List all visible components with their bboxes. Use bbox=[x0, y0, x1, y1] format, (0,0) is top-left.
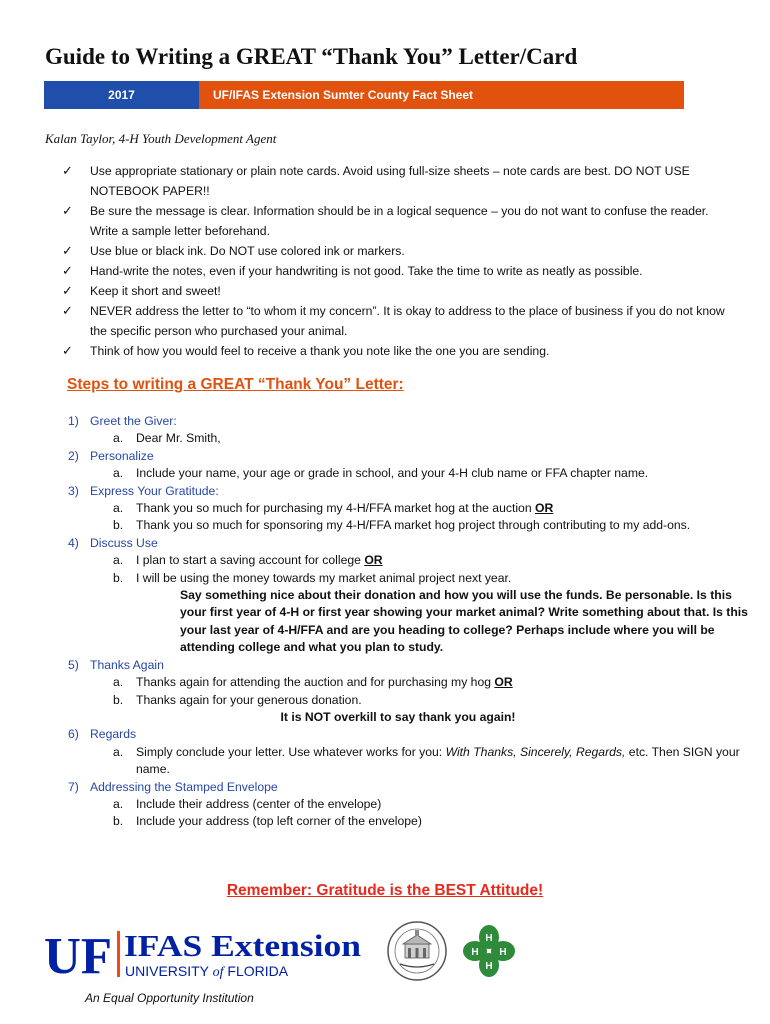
step-heading: 4) Discuss Use bbox=[68, 535, 158, 550]
author-line: Kalan Taylor, 4-H Youth Development Agent bbox=[45, 131, 277, 146]
list-item: ✓ Think of how you would feel to receive a thank you note like the one you are sending. bbox=[62, 341, 732, 361]
equal-opportunity-statement: An Equal Opportunity Institution bbox=[85, 991, 254, 1005]
list-item: ✓ Be sure the message is clear. Information should be in a logical sequence – you do not want to confuse the reader. Write a sample letter beforehand. bbox=[62, 203, 709, 238]
checkmark-icon: ✓ bbox=[62, 163, 73, 178]
checkmark-icon: ✓ bbox=[62, 303, 73, 318]
step-item: b. Thanks again for your generous donation. bbox=[113, 692, 362, 707]
step-item: a. Include your name, your age or grade in school, and your 4-H club name or FFA chapter name. bbox=[113, 466, 649, 481]
step-heading: 6) Regards bbox=[68, 727, 137, 742]
step-heading: 3) Express Your Gratitude: bbox=[68, 483, 219, 498]
list-item: ✓ Keep it short and sweet! bbox=[62, 281, 732, 301]
step-gratitude bbox=[68, 483, 748, 535]
logo-university-text: UNIVERSITY of FLORIDA bbox=[125, 963, 289, 980]
step-regards bbox=[68, 726, 748, 778]
step-item: a. Include their address (center of the envelope) bbox=[113, 796, 382, 811]
step-heading: 7) Addressing the Stamped Envelope bbox=[68, 779, 278, 794]
list-item: ✓ NEVER address the letter to “to whom it my concern”. It is okay to address to the place of business if you do not know the specific person who purchased your animal. bbox=[62, 303, 725, 338]
tips-list bbox=[62, 161, 732, 361]
banner-sheet-title: UF/IFAS Extension Sumter County Fact Sheet bbox=[199, 81, 684, 109]
svg-text:H: H bbox=[471, 947, 479, 958]
logo-ifas-text: IFAS Extension bbox=[124, 928, 361, 963]
four-h-clover-icon bbox=[458, 920, 520, 982]
checkmark-icon: ✓ bbox=[62, 243, 73, 258]
checkmark-icon: ✓ bbox=[62, 343, 73, 358]
step-item: b. Include your address (top left corner of the envelope) bbox=[113, 814, 422, 829]
step-item: a. Thank you so much for purchasing my 4-H/FFA market hog at the auction OR bbox=[113, 501, 554, 516]
fact-sheet-banner bbox=[44, 81, 684, 109]
steps-heading: Steps to writing a GREAT “Thank You” Letter: bbox=[67, 376, 404, 393]
checkmark-icon: ✓ bbox=[62, 203, 73, 218]
step-heading: 5) Thanks Again bbox=[68, 657, 164, 672]
checkmark-icon: ✓ bbox=[62, 263, 73, 278]
logo-uf-text: UF bbox=[44, 928, 112, 983]
county-seal-icon bbox=[386, 920, 448, 982]
step-envelope bbox=[68, 779, 748, 831]
banner-year: 2017 bbox=[44, 81, 199, 109]
page-title: Guide to Writing a GREAT “Thank You” Letter/Card bbox=[45, 44, 578, 69]
step-thanks-again bbox=[68, 657, 748, 727]
step-item: a. I plan to start a saving account for college OR bbox=[113, 553, 383, 568]
svg-text:H: H bbox=[485, 933, 493, 944]
step-item: a. Simply conclude your letter. Use whatever works for you: With Thanks, Sincerely, Regards, etc. Then SIGN your name. bbox=[113, 744, 740, 777]
step-item: b. Thank you so much for sponsoring my 4-H/FFA market hog project through contributing to my add-ons. bbox=[113, 518, 691, 533]
svg-text:H: H bbox=[499, 947, 507, 958]
step-item: a. Thanks again for attending the auction and for purchasing my hog OR bbox=[113, 675, 513, 690]
remember-tagline: Remember: Gratitude is the BEST Attitude! bbox=[226, 882, 544, 899]
step-note: It is NOT overkill to say thank you again! bbox=[280, 709, 516, 724]
uf-ifas-extension-logo bbox=[44, 925, 369, 983]
list-item: ✓ Use appropriate stationary or plain note cards. Avoid using full-size sheets – note cards are best. DO NOT USE NOTEBOOK PAPER!! bbox=[62, 163, 690, 198]
step-greet bbox=[68, 413, 748, 448]
svg-text:H: H bbox=[485, 961, 493, 972]
steps-list bbox=[68, 413, 748, 831]
list-item: ✓ Hand-write the notes, even if your handwriting is not good. Take the time to write as neatly as possible. bbox=[62, 261, 732, 281]
step-personalize bbox=[68, 448, 748, 483]
step-discuss-use bbox=[68, 535, 748, 657]
step-heading: 2) Personalize bbox=[68, 448, 154, 463]
step-heading: 1) Greet the Giver: bbox=[68, 414, 177, 428]
logo-divider bbox=[117, 931, 120, 977]
step-item: a. Dear Mr. Smith, bbox=[113, 431, 221, 446]
list-item: ✓ Use blue or black ink. Do NOT use colored ink or markers. bbox=[62, 241, 732, 261]
step-note: Say something nice about their donation and how you will use the funds. Be personable. Is this your first year of 4-H or first year showing your market animal? Write something about that. Is this your last year of 4-H/FFA and are you heading to college? Perhaps include where you will be attending college and what you plan to study. bbox=[180, 588, 748, 655]
step-item: b. I will be using the money towards my market animal project next year. bbox=[113, 570, 512, 585]
checkmark-icon: ✓ bbox=[62, 283, 73, 298]
